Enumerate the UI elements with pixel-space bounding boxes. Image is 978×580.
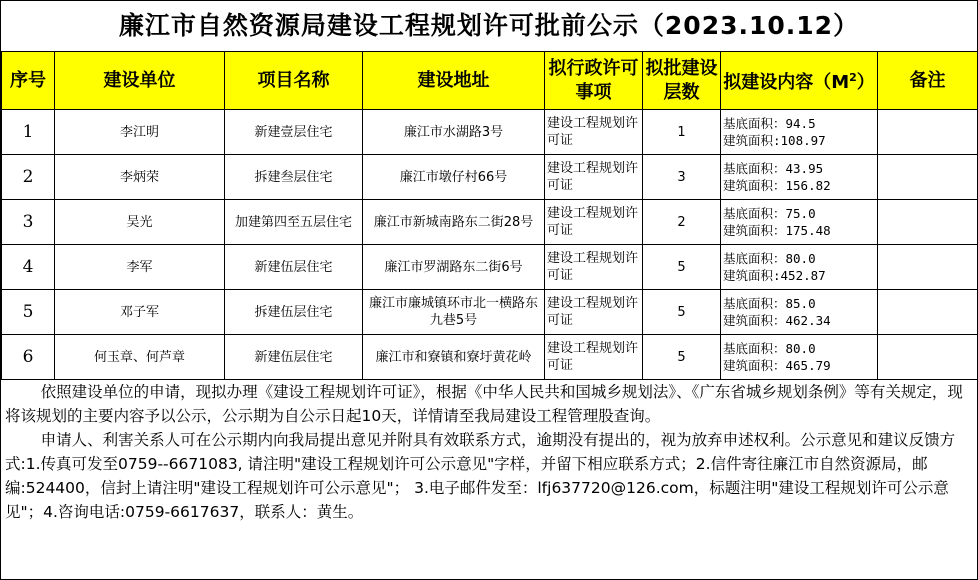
build-area: 建筑面积：156.82 (723, 178, 831, 193)
cell-project: 新建伍层住宅 (225, 335, 363, 380)
cell-no: 6 (2, 335, 55, 380)
cell-address: 廉江市廉城镇环市北一横路东九巷5号 (363, 290, 545, 335)
cell-content (721, 335, 878, 380)
cell-item: 建设工程规划许可证 (545, 335, 643, 380)
table-row (2, 335, 978, 380)
cell-content (721, 290, 878, 335)
cell-unit: 何玉章、何芦章 (55, 335, 225, 380)
base-area: 基底面积：80.0 (723, 251, 816, 266)
cell-no: 5 (2, 290, 55, 335)
base-area: 基底面积：43.95 (723, 161, 824, 176)
cell-item: 建设工程规划许可证 (545, 245, 643, 290)
cell-no: 2 (2, 155, 55, 200)
table-row (2, 290, 978, 335)
header-no: 序号 (2, 52, 55, 110)
cell-address: 廉江市新城南路东二街28号 (363, 200, 545, 245)
build-area: 建筑面积：465.79 (723, 358, 831, 373)
cell-remark (878, 155, 978, 200)
cell-project: 拆建叁层住宅 (225, 155, 363, 200)
header-address: 建设地址 (363, 52, 545, 110)
base-area: 基底面积：85.0 (723, 296, 816, 311)
page-title: 廉江市自然资源局建设工程规划许可批前公示（2023.10.12） (118, 11, 860, 40)
cell-project: 拆建伍层住宅 (225, 290, 363, 335)
cell-floors: 1 (643, 110, 721, 155)
build-area: 建筑面积：462.34 (723, 313, 831, 328)
notice-paragraph-1: 依照建设单位的申请，现拟办理《建设工程规划许可证》，根据《中华人民共和国城乡规划法》、《广东省城乡规划条例》等有关规定，现将该规划的主要内容予以公示，公示期为自公示日起10天，详情请至我局建设工程管理股查询。 (5, 383, 963, 425)
cell-unit: 李江明 (55, 110, 225, 155)
header-remark: 备注 (878, 52, 978, 110)
header-content-close: ） (856, 72, 875, 93)
cell-no: 3 (2, 200, 55, 245)
cell-item: 建设工程规划许可证 (545, 110, 643, 155)
cell-address: 廉江市水湖路3号 (363, 110, 545, 155)
notice-paragraph-2: 申请人、利害关系人可在公示期内向我局提出意见并附具有效联系方式，逾期没有提出的，视为放弃申述权利。公示意见和建议反馈方式:1.传真可发至0759--6671083, 请注明"建设工程规划许可公示意见"字样，并留下相应联系方式；2.信件寄往廉江市自然资源局，邮编:524400，信封上请注明"建设工程规划许可公示意见"； 3.电子邮件发至：lfj637720@126.com，标题注明"建设工程规划许可公示意见"；4.咨询电话:0759-6617637，联系人：黄生。 (5, 431, 956, 521)
base-area: 基底面积：75.0 (723, 206, 816, 221)
cell-no: 4 (2, 245, 55, 290)
cell-remark (878, 110, 978, 155)
cell-project: 加建第四至五层住宅 (225, 200, 363, 245)
build-area: 建筑面积：175.48 (723, 223, 831, 238)
cell-remark (878, 245, 978, 290)
notice-text (1, 380, 977, 524)
cell-unit: 李炳荣 (55, 155, 225, 200)
cell-address: 廉江市墩仔村66号 (363, 155, 545, 200)
cell-remark (878, 200, 978, 245)
header-content-label: 拟建设内容（M (723, 72, 850, 93)
cell-unit: 李军 (55, 245, 225, 290)
cell-floors: 5 (643, 290, 721, 335)
base-area: 基底面积：80.0 (723, 341, 816, 356)
cell-item: 建设工程规划许可证 (545, 290, 643, 335)
header-project: 项目名称 (225, 52, 363, 110)
cell-floors: 5 (643, 245, 721, 290)
cell-project: 新建伍层住宅 (225, 245, 363, 290)
cell-floors: 5 (643, 335, 721, 380)
cell-content (721, 110, 878, 155)
cell-address: 廉江市和寮镇和寮圩黄花岭 (363, 335, 545, 380)
cell-item: 建设工程规划许可证 (545, 155, 643, 200)
cell-content (721, 155, 878, 200)
cell-project: 新建壹层住宅 (225, 110, 363, 155)
cell-unit: 吴光 (55, 200, 225, 245)
header-content-sup: 2 (849, 71, 857, 84)
cell-remark (878, 335, 978, 380)
build-area: 建筑面积:452.87 (723, 268, 826, 283)
base-area: 基底面积：94.5 (723, 116, 816, 131)
header-unit: 建设单位 (55, 52, 225, 110)
table-row (2, 200, 978, 245)
header-content (721, 52, 878, 110)
build-area: 建筑面积:108.97 (723, 133, 826, 148)
cell-unit: 邓子军 (55, 290, 225, 335)
header-floors: 拟批建设层数 (643, 52, 721, 110)
cell-item: 建设工程规划许可证 (545, 200, 643, 245)
cell-remark (878, 290, 978, 335)
table-header-row (2, 52, 978, 110)
cell-address: 廉江市罗湖路东二街6号 (363, 245, 545, 290)
table-row (2, 110, 978, 155)
table-row (2, 155, 978, 200)
cell-content (721, 200, 878, 245)
cell-no: 1 (2, 110, 55, 155)
cell-floors: 3 (643, 155, 721, 200)
cell-floors: 2 (643, 200, 721, 245)
header-item: 拟行政许可事项 (545, 52, 643, 110)
permit-table (1, 51, 978, 380)
cell-content (721, 245, 878, 290)
table-row (2, 245, 978, 290)
